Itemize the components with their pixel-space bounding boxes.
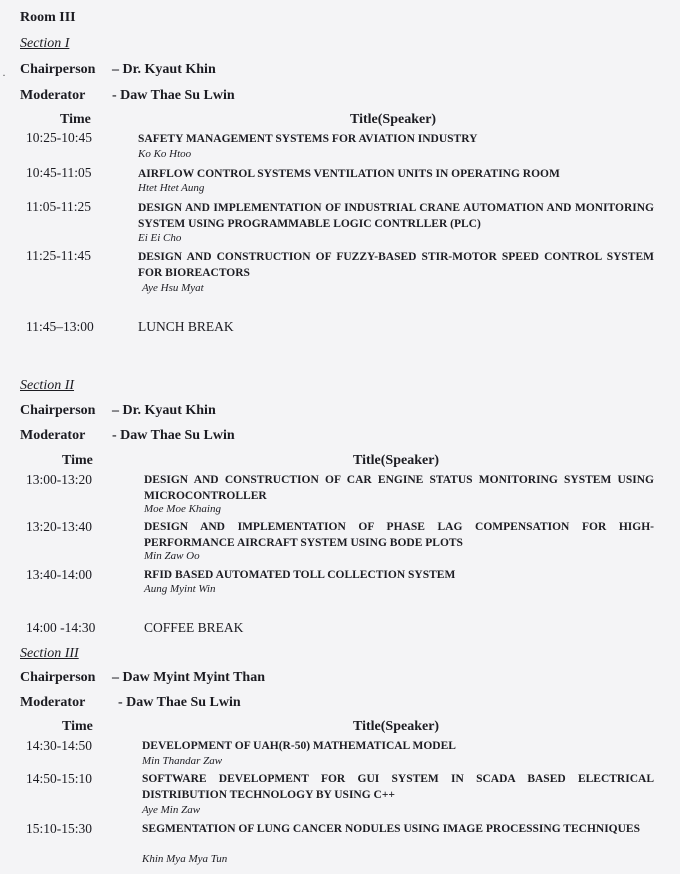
session-speaker: Aye Min Zaw xyxy=(142,804,201,816)
time-column-header: Time xyxy=(60,112,91,127)
session-title: DESIGN AND IMPLEMENTATION OF PHASE LAG COMPENSATION FOR HIGH-PERFORMANCE AIRCRAFT SYSTEM USING BODE PLOTS xyxy=(144,521,654,549)
lunch-break-label: LUNCH BREAK xyxy=(138,319,234,334)
chairperson-label: Chairperson xyxy=(20,62,96,77)
session-title: SEGMENTATION OF LUNG CANCER NODULES USING IMAGE PROCESSING TECHNIQUES xyxy=(142,823,640,835)
session-time: 10:45-11:05 xyxy=(26,165,92,180)
session-time: 13:20-13:40 xyxy=(26,519,92,534)
title-column-header: Title(Speaker) xyxy=(353,453,440,468)
session-speaker: Aung Myint Win xyxy=(144,583,216,595)
session-title: DESIGN AND CONSTRUCTION OF CAR ENGINE STATUS MONITORING SYSTEM USING MICROCONTROLLER xyxy=(144,474,654,502)
section-3-title: Section III xyxy=(20,646,79,661)
room-heading: Room III xyxy=(20,10,76,25)
section-3-chairperson xyxy=(20,670,265,686)
session-title: DEVELOPMENT OF UAH(R-50) MATHEMATICAL MODEL xyxy=(142,740,456,752)
chairperson-label: Chairperson xyxy=(20,403,96,418)
session-time: 13:00-13:20 xyxy=(26,472,92,487)
section-2-title: Section II xyxy=(20,378,75,393)
session-time: 14:30-14:50 xyxy=(26,738,92,753)
session-speaker: Min Thandar Zaw xyxy=(142,755,223,767)
section-1-title: Section I xyxy=(20,36,70,51)
chairperson-label: Chairperson xyxy=(20,670,96,685)
chairperson-name: – Daw Myint Myint Than xyxy=(112,670,265,685)
session-title: SAFETY MANAGEMENT SYSTEMS FOR AVIATION INDUSTRY xyxy=(138,133,478,145)
session-speaker: Min Zaw Oo xyxy=(144,550,200,562)
session-title: SOFTWARE DEVELOPMENT FOR GUI SYSTEM IN SCADA BASED ELECTRICAL DISTRIBUTION TECHNOLOGY BY USING C++ xyxy=(142,773,654,801)
moderator-name: - Daw Thae Su Lwin xyxy=(118,695,241,710)
title-column-header: Title(Speaker) xyxy=(350,112,437,127)
coffee-break-label: COFFEE BREAK xyxy=(144,620,244,635)
break-time: 14:00 -14:30 xyxy=(26,620,96,635)
session-time: 11:05-11:25 xyxy=(26,199,91,214)
time-column-header: Time xyxy=(62,719,93,734)
session-title: DESIGN AND IMPLEMENTATION OF INDUSTRIAL CRANE AUTOMATION AND MONITORING SYSTEM USING PROGRAMMABLE LOGIC CONTRLLER (PLC) xyxy=(138,202,654,230)
session-speaker: Khin Mya Mya Tun xyxy=(142,853,228,865)
moderator-label: Moderator xyxy=(20,88,86,103)
session-time: 14:50-15:10 xyxy=(26,771,92,786)
session-title: AIRFLOW CONTROL SYSTEMS VENTILATION UNITS IN OPERATING ROOM xyxy=(138,168,560,180)
moderator-label: Moderator xyxy=(20,695,86,710)
title-column-header: Title(Speaker) xyxy=(353,719,440,734)
session-speaker: Moe Moe Khaing xyxy=(144,503,221,515)
break-time: 11:45–13:00 xyxy=(26,319,94,334)
margin-mark: · xyxy=(2,68,6,82)
section-1-moderator xyxy=(20,88,235,104)
session-time: 10:25-10:45 xyxy=(26,130,92,145)
session-time: 15:10-15:30 xyxy=(26,821,92,836)
section-2-moderator xyxy=(20,428,235,444)
moderator-name: - Daw Thae Su Lwin xyxy=(112,88,235,103)
session-time: 13:40-14:00 xyxy=(26,567,92,582)
session-title: RFID BASED AUTOMATED TOLL COLLECTION SYSTEM xyxy=(144,569,456,581)
section-2-chairperson xyxy=(20,403,216,419)
chairperson-name: – Dr. Kyaut Khin xyxy=(112,403,216,418)
moderator-label: Moderator xyxy=(20,428,86,443)
moderator-name: - Daw Thae Su Lwin xyxy=(112,428,235,443)
session-speaker: Ei Ei Cho xyxy=(138,232,182,244)
chairperson-name: – Dr. Kyaut Khin xyxy=(112,62,216,77)
session-speaker: Aye Hsu Myat xyxy=(142,282,204,294)
session-speaker: Htet Htet Aung xyxy=(138,182,205,194)
session-title: DESIGN AND CONSTRUCTION OF FUZZY-BASED STIR-MOTOR SPEED CONTROL SYSTEM FOR BIOREACTORS xyxy=(138,251,654,279)
session-speaker: Ko Ko Htoo xyxy=(138,148,192,160)
section-3-moderator xyxy=(20,695,241,711)
time-column-header: Time xyxy=(62,453,93,468)
session-time: 11:25-11:45 xyxy=(26,248,91,263)
section-1-chairperson xyxy=(20,62,216,78)
